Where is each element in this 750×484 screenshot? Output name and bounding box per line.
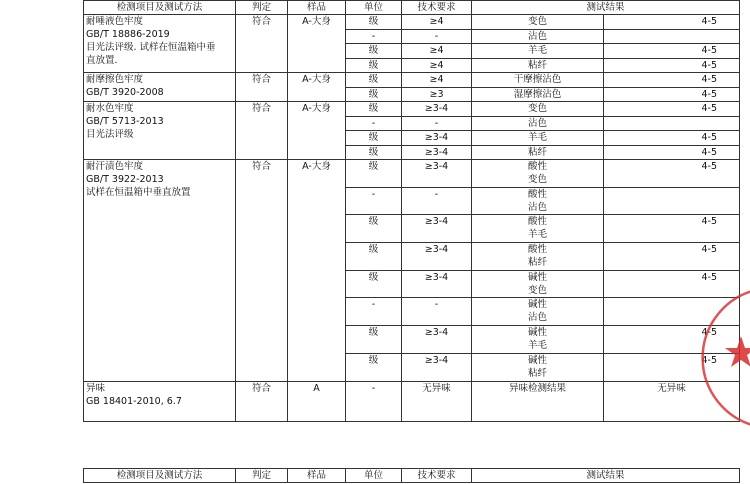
test-item-line: 耐唾液色牢度: [86, 16, 144, 27]
requirement-cell: -: [402, 187, 472, 215]
result-label: 沾色: [527, 117, 547, 129]
header-unit: 单位: [346, 1, 402, 15]
table-row: [84, 160, 740, 188]
unit-cell: 级: [346, 87, 402, 102]
requirement-cell: ≥4: [402, 44, 472, 59]
test-item-line: 试样在恒温箱中垂直放置: [86, 187, 191, 198]
result-value-cell: [604, 44, 740, 59]
result-label: 碱性: [527, 271, 547, 283]
result-value-cell: [604, 160, 740, 188]
result-value: 4-5: [701, 103, 717, 114]
result-value-cell: [604, 87, 740, 102]
unit-cell: 级: [346, 160, 402, 188]
result-label: 湿摩擦沾色: [513, 88, 562, 100]
test-item-line: GB 18401-2010, 6.7: [86, 395, 182, 407]
result-value-cell: [604, 243, 740, 271]
result-label: 变色: [527, 174, 547, 185]
result-label: 异味检测结果: [508, 382, 566, 394]
judgement-cell: 符合: [236, 381, 288, 421]
result-value: [606, 188, 717, 201]
result-label: 碱性: [527, 354, 547, 366]
test-item-cell: [84, 73, 236, 102]
result-label: 羊毛: [527, 340, 547, 352]
header-judge: 判定: [236, 1, 288, 15]
unit-cell: 级: [346, 73, 402, 88]
result-label-cell: [472, 381, 604, 421]
result-label-cell: [472, 44, 604, 59]
result-label-cell: [472, 298, 604, 326]
requirement-cell: ≥3-4: [402, 326, 472, 354]
result-label-cell: [472, 15, 604, 30]
result-label: 粘纤: [527, 367, 547, 379]
unit-cell: 级: [346, 145, 402, 160]
table-row: [84, 381, 740, 421]
header-item: 检测项目及测试方法: [84, 469, 236, 483]
result-value: 4-5: [701, 59, 717, 71]
test-item-line: GB/T 3922-2013: [86, 174, 164, 185]
unit-cell: 级: [346, 353, 402, 381]
sample-cell: A-大身: [288, 102, 346, 160]
requirement-cell: ≥3-4: [402, 131, 472, 146]
result-label-cell: [472, 145, 604, 160]
requirement-cell: ≥4: [402, 73, 472, 88]
result-label-cell: [472, 270, 604, 298]
requirement-cell: -: [402, 29, 472, 44]
result-label: 羊毛: [527, 45, 547, 56]
header-result: 测试结果: [472, 469, 740, 483]
sample-cell: A: [288, 381, 346, 421]
result-value: 4-5: [701, 146, 717, 158]
test-item-line: 目光法评级: [86, 129, 134, 140]
table-header-repeat: [84, 469, 740, 483]
header-item: 检测项目及测试方法: [84, 1, 236, 15]
result-label-cell: [472, 326, 604, 354]
result-label: 羊毛: [527, 229, 547, 241]
result-label: 酸性: [527, 216, 547, 228]
result-label-cell: [472, 73, 604, 88]
result-label-cell: [472, 58, 604, 73]
result-label-cell: [472, 87, 604, 102]
unit-cell: 级: [346, 243, 402, 271]
requirement-cell: ≥3-4: [402, 215, 472, 243]
result-value: [606, 201, 717, 214]
result-label: 粘纤: [527, 146, 547, 158]
result-value: 4-5: [701, 271, 717, 283]
unit-cell: 级: [346, 58, 402, 73]
judgement-cell: 符合: [236, 160, 288, 382]
result-label: 酸性: [527, 188, 547, 200]
result-value-cell: [604, 145, 740, 160]
test-item-cell: [84, 381, 236, 421]
test-item-cell: [84, 160, 236, 382]
unit-cell: -: [346, 381, 402, 421]
result-label-cell: [472, 116, 604, 131]
table-row: [84, 15, 740, 30]
result-value: 4-5: [701, 16, 717, 27]
result-value-cell: [604, 58, 740, 73]
header-unit: 单位: [346, 469, 402, 483]
test-item-line: 耐水色牢度: [86, 103, 134, 114]
header-sample: 样品: [288, 1, 346, 15]
table-header: [84, 1, 740, 15]
result-value: 无异味: [657, 382, 686, 394]
unit-cell: 级: [346, 131, 402, 146]
sample-cell: A-大身: [288, 73, 346, 102]
result-value: 4-5: [701, 88, 717, 100]
requirement-cell: ≥4: [402, 15, 472, 30]
unit-cell: -: [346, 298, 402, 326]
result-value-cell: [604, 131, 740, 146]
test-item-line: GB/T 5713-2013: [86, 116, 164, 127]
test-item-cell: [84, 102, 236, 160]
result-label-cell: [472, 215, 604, 243]
result-label: 碱性: [527, 327, 547, 339]
result-value: 4-5: [701, 244, 717, 256]
result-value: [606, 228, 717, 241]
result-value: [606, 256, 717, 269]
requirement-cell: ≥3-4: [402, 353, 472, 381]
result-value: 4-5: [701, 74, 717, 85]
result-label: 变色: [527, 284, 547, 296]
result-value: 4-5: [701, 161, 717, 172]
requirement-cell: ≥3-4: [402, 102, 472, 117]
unit-cell: -: [346, 116, 402, 131]
result-value: 4-5: [701, 327, 717, 339]
requirement-cell: 无异味: [402, 381, 472, 421]
unit-cell: 级: [346, 215, 402, 243]
table-row: [84, 73, 740, 88]
judgement-cell: 符合: [236, 102, 288, 160]
result-label: 碱性: [527, 299, 547, 311]
result-value-cell: [604, 102, 740, 117]
sample-cell: A-大身: [288, 15, 346, 73]
sample-cell: A-大身: [288, 160, 346, 382]
result-value-cell: [604, 73, 740, 88]
unit-cell: -: [346, 29, 402, 44]
result-label: 干摩擦沾色: [513, 74, 562, 85]
next-page-table-header: [83, 468, 740, 483]
result-value: [606, 117, 717, 130]
requirement-cell: ≥4: [402, 58, 472, 73]
test-item-line: 耐摩擦色牢度: [86, 74, 144, 85]
unit-cell: -: [346, 187, 402, 215]
result-label: 羊毛: [527, 132, 547, 143]
header-requirement: 技术要求: [402, 1, 472, 15]
test-item-line: GB/T 3920-2008: [86, 87, 164, 98]
test-item-line: 直放置.: [86, 55, 118, 66]
result-label-cell: [472, 131, 604, 146]
result-value-cell: [604, 15, 740, 30]
unit-cell: 级: [346, 102, 402, 117]
official-seal-stamp: [686, 288, 750, 428]
result-value: 4-5: [701, 45, 717, 56]
judgement-cell: 符合: [236, 15, 288, 73]
result-label: 变色: [527, 16, 547, 27]
test-item-line: 异味: [86, 382, 106, 394]
header-requirement: 技术要求: [402, 469, 472, 483]
header-judge: 判定: [236, 469, 288, 483]
result-value: [606, 173, 717, 186]
result-label: 沾色: [527, 312, 547, 324]
result-label-cell: [472, 353, 604, 381]
result-value: 4-5: [701, 354, 717, 366]
result-value: [606, 30, 717, 43]
result-label: 沾色: [527, 30, 547, 42]
result-label-cell: [472, 160, 604, 188]
test-item-cell: [84, 15, 236, 73]
unit-cell: 级: [346, 326, 402, 354]
header-result: 测试结果: [472, 1, 740, 15]
judgement-cell: 符合: [236, 73, 288, 102]
result-value-cell: [604, 187, 740, 215]
requirement-cell: ≥3: [402, 87, 472, 102]
result-label: 变色: [527, 103, 547, 114]
result-value: 4-5: [701, 132, 717, 143]
test-results-table: [83, 0, 740, 422]
requirement-cell: -: [402, 116, 472, 131]
table-row: [84, 102, 740, 117]
header-sample: 样品: [288, 469, 346, 483]
result-label-cell: [472, 102, 604, 117]
result-label: 酸性: [527, 244, 547, 256]
result-value-cell: [604, 116, 740, 131]
requirement-cell: ≥3-4: [402, 243, 472, 271]
test-item-line: GB/T 18886-2019: [86, 29, 170, 40]
test-item-line: 目光法评级. 试样在恒温箱中垂: [86, 42, 216, 53]
result-value-cell: [604, 215, 740, 243]
test-item-line: 耐汗渍色牢度: [86, 161, 144, 172]
result-label: 粘纤: [527, 59, 547, 71]
unit-cell: 级: [346, 270, 402, 298]
result-value: 4-5: [701, 216, 717, 228]
result-label: 粘纤: [527, 257, 547, 269]
result-label-cell: [472, 187, 604, 215]
result-label: 酸性: [527, 161, 547, 172]
unit-cell: 级: [346, 15, 402, 30]
requirement-cell: ≥3-4: [402, 145, 472, 160]
result-label-cell: [472, 29, 604, 44]
result-label: 沾色: [527, 201, 547, 213]
result-value-cell: [604, 29, 740, 44]
requirement-cell: ≥3-4: [402, 160, 472, 188]
unit-cell: 级: [346, 44, 402, 59]
requirement-cell: -: [402, 298, 472, 326]
result-label-cell: [472, 243, 604, 271]
requirement-cell: ≥3-4: [402, 270, 472, 298]
